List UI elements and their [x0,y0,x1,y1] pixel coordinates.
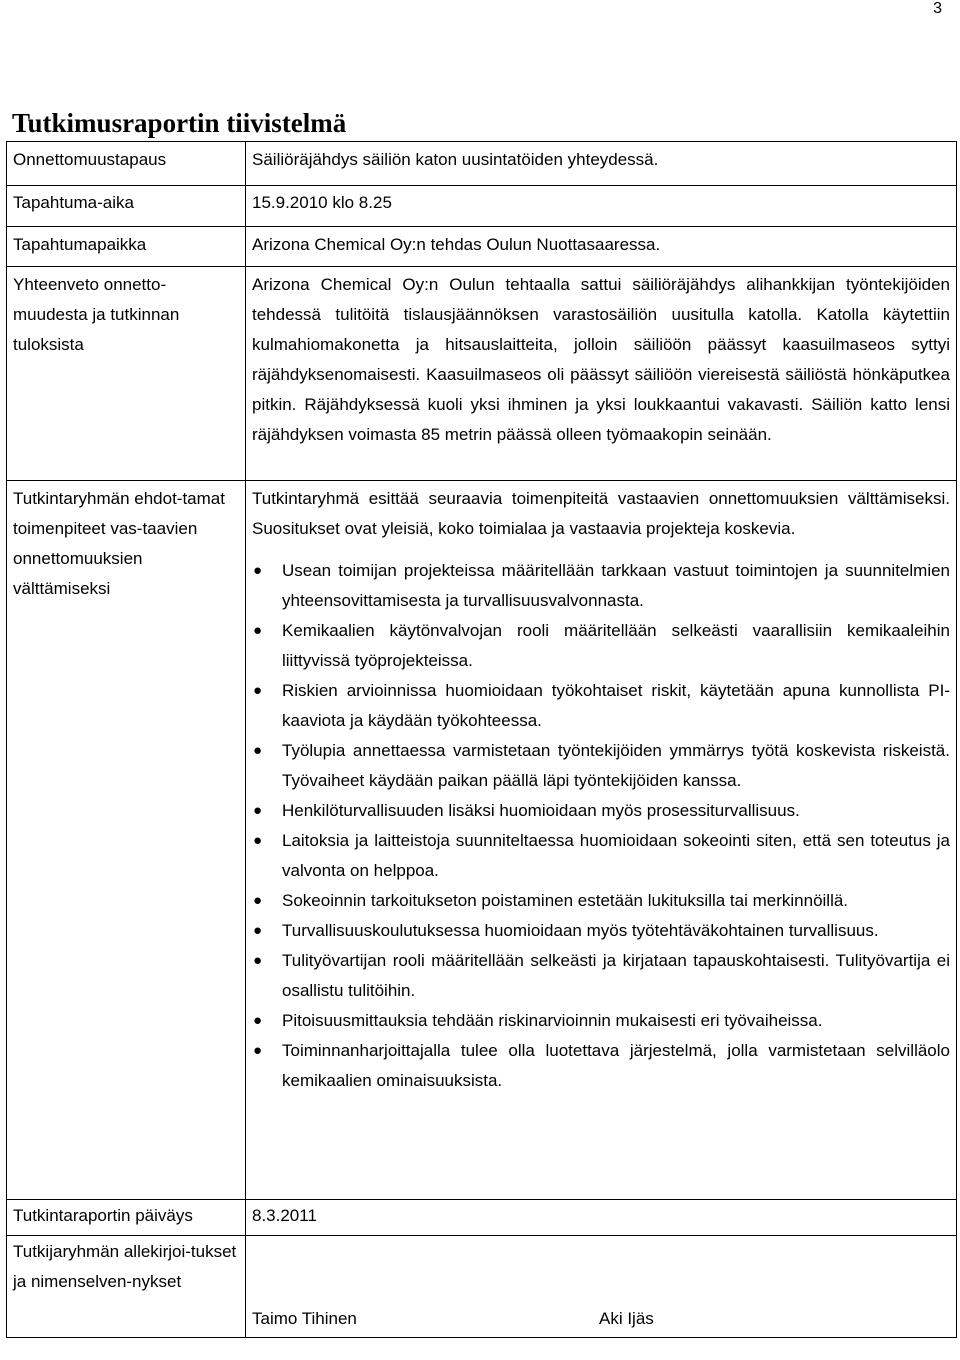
list-item-text: Toiminnanharjoittajalla tulee olla luotettava järjestelmä, jolla varmistetaan selvilläolo kemikaalien ominaisuuksista. [282,1041,950,1090]
bullet-icon: ● [253,952,263,969]
list-item [252,736,950,796]
bullet-icon: ● [253,802,263,819]
list-item-text: Turvallisuuskoulutuksessa huomioidaan myös työtehtäväkohtainen turvallisuus. [282,921,879,940]
list-item-text: Työlupia annettaessa varmistetaan työntekijöiden ymmärrys työtä koskevista riskeistä. Työvaiheet käydään paikan päällä läpi työntekijöiden kanssa. [282,741,950,790]
report-date-value: 8.3.2011 [246,1200,957,1236]
list-item [252,796,950,826]
list-item [252,946,950,1006]
list-item-text: Riskien arvioinnissa huomioidaan työkohtaiset riskit, käytetään apuna kunnollista PI-kaaviota ja käydään työkohteessa. [282,681,950,730]
bullet-icon: ● [253,892,263,909]
accident-type-value: Säiliöräjähdys säiliön katon uusintatöiden yhteydessä. [246,142,957,186]
list-item [252,1006,950,1036]
bullet-icon: ● [253,922,263,939]
summary-cell [246,267,957,481]
page-number: 3 [933,0,942,17]
table-row-summary [7,267,957,481]
event-place-label: Tapahtumapaikka [7,227,246,267]
bullet-icon: ● [253,832,263,849]
measures-label: Tutkintaryhmän ehdot-tamat toimenpiteet vas-taavien onnettomuuksien välttämiseksi [7,481,246,1200]
measures-intro: Tutkintaryhmä esittää seuraavia toimenpiteitä vastaavien onnettomuuksien välttämiseksi. Suositukset ovat yleisiä, koko toimialaa ja vastaavia projekteja koskevia. [252,489,950,538]
list-item-text: Usean toimijan projekteissa määritellään tarkkaan vastuut toimintojen ja suunnitelmien yhteensovittamisesta ja turvallisuusvalvonnasta. [282,561,950,610]
event-place-value: Arizona Chemical Oy:n tehdas Oulun Nuottasaaressa. [246,227,957,267]
summary-table [6,141,957,1338]
bullet-icon: ● [253,1012,263,1029]
list-item [252,676,950,736]
signer-name-2: Aki Ijäs [599,1309,654,1328]
signatures-cell [246,1236,957,1338]
report-date-label: Tutkintaraportin päiväys [7,1200,246,1236]
summary-text: Arizona Chemical Oy:n Oulun tehtaalla sattui säiliöräjähdys alihankkijan työntekijöiden tehdessä tulitöitä tislausjäännöksen varastosäiliön uusitulla katolla. Katolla käytettiin kulmahiomakonetta ja hitsauslaitteita, jolloin säiliöön päässyt kaasuilmaseos syttyi räjähdyksenomaisesti. Kaasuilmaseos oli päässyt säiliöön viereisestä säiliöstä hönkäputkea pitkin. Räjähdyksessä kuoli yksi ihminen ja yksi loukkaantui vakavasti. Säiliön katto lensi räjähdyksen voimasta 85 metrin päässä olleen työmaakopin seinään. [252,275,950,444]
table-row-event-time [7,186,957,227]
list-item [252,826,950,886]
list-item [252,1036,950,1096]
list-item [252,886,950,916]
table-row-accident-type [7,142,957,186]
table-row-measures [7,481,957,1200]
measures-list [252,556,950,1096]
table-row-report-date [7,1200,957,1236]
signatures-label: Tutkijaryhmän allekirjoi-tukset ja nimenselven-nykset [7,1236,246,1338]
bullet-icon: ● [253,622,263,639]
event-time-label: Tapahtuma-aika [7,186,246,227]
list-item-text: Tulityövartijan rooli määritellään selkeästi ja kirjataan tapauskohtaisesti. Tulityövartija ei osallistu tulitöihin. [282,951,950,1000]
list-item-text: Sokeoinnin tarkoitukseton poistaminen estetään lukituksilla tai merkinnöillä. [282,891,849,910]
event-time-value: 15.9.2010 klo 8.25 [246,186,957,227]
signer-name-1: Taimo Tihinen [252,1309,357,1328]
list-item-text: Laitoksia ja laitteistoja suunniteltaessa huomioidaan sokeointi siten, että sen toteutus ja valvonta on helppoa. [282,831,950,880]
accident-type-label: Onnettomuustapaus [7,142,246,186]
signature-names [252,1237,950,1337]
list-item-text: Henkilöturvallisuuden lisäksi huomioidaan myös prosessiturvallisuus. [282,801,800,820]
list-item [252,556,950,616]
bullet-icon: ● [253,562,263,579]
table-row-signatures [7,1236,957,1338]
bullet-icon: ● [253,682,263,699]
list-item-text: Pitoisuusmittauksia tehdään riskinarvioinnin mukaisesti eri työvaiheissa. [282,1011,823,1030]
bullet-icon: ● [253,742,263,759]
list-item [252,916,950,946]
page-title: Tutkimusraportin tiivistelmä [12,108,347,138]
list-item-text: Kemikaalien käytönvalvojan rooli määritellään selkeästi vaarallisiin kemikaaleihin liittyvissä työprojekteissa. [282,621,950,670]
bullet-icon: ● [253,1042,263,1059]
measures-cell [246,481,957,1200]
summary-label: Yhteenveto onnetto-muudesta ja tutkinnan tuloksista [7,267,246,481]
table-row-event-place [7,227,957,267]
list-item [252,616,950,676]
